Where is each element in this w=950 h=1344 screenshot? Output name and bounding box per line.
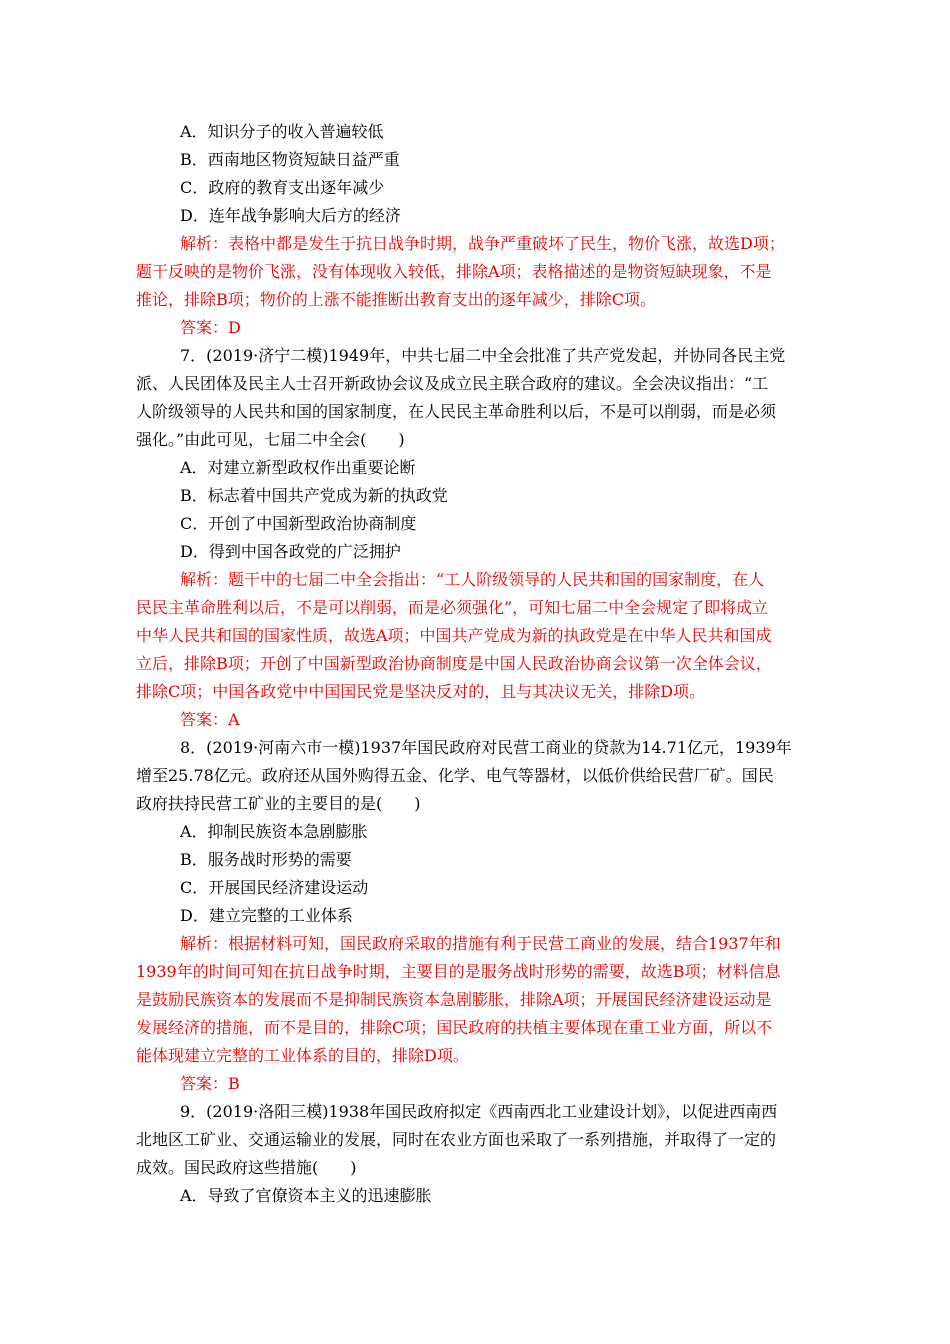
q7-analysis-line: 民民主革命胜利以后，不是可以削弱，而是必须强化”，可知七届二中全会规定了即将成立 [136, 598, 769, 617]
q6-option-b: B．西南地区物资短缺日益严重 [180, 150, 400, 169]
q7-stem-line: 人阶级领导的人民共和国的国家制度，在人民民主革命胜利以后，不是可以削弱，而是必须 [136, 402, 777, 421]
q8-option-c: C．开展国民经济建设运动 [180, 878, 369, 897]
q6-analysis-line: 推论，排除B项；物价的上涨不能推断出教育支出的逐年减少，排除C项。 [136, 290, 657, 309]
q6-analysis-line: 解析：表格中都是发生于抗日战争时期，战争严重破坏了民生，物价飞涨，故选D项； [180, 234, 785, 253]
q9-stem-line: 成效。国民政府这些措施( ) [136, 1158, 357, 1177]
q8-analysis-line: 是鼓励民族资本的发展而不是抑制民族资本急剧膨胀，排除A项；开展国民经济建设运动是 [136, 990, 772, 1009]
q7-option-d: D．得到中国各政党的广泛拥护 [180, 542, 401, 561]
q7-stem-line: 派、人民团体及民主人士召开新政协会议及成立民主联合政府的建议。全会决议指出：“工 [136, 374, 769, 393]
q8-option-a: A．抑制民族资本急剧膨胀 [180, 822, 368, 841]
q8-stem-line: 政府扶持民营工矿业的主要目的是( ) [136, 794, 421, 813]
q7-analysis-line: 立后，排除B项；开创了中国新型政治协商制度是中国人民政治协商会议第一次全体会议， [136, 654, 772, 673]
q8-answer: 答案：B [180, 1074, 240, 1093]
q7-stem-line: 7．(2019·济宁二模)1949年，中共七届二中全会批准了共产党发起，并协同各民主党 [180, 346, 786, 365]
q7-stem-line: 强化。”由此可见，七届二中全会( ) [136, 430, 405, 449]
q8-analysis-line: 解析：根据材料可知，国民政府采取的措施有利于民营工商业的发展，结合1937年和 [180, 934, 781, 953]
q7-analysis-line: 中华人民共和国的国家性质，故选A项；中国共产党成为新的执政党是在中华人民共和国成 [136, 626, 772, 645]
q7-option-c: C．开创了中国新型政治协商制度 [180, 514, 417, 533]
q6-answer: 答案：D [180, 318, 241, 337]
q8-analysis-line: 能体现建立完整的工业体系的目的，排除D项。 [136, 1046, 469, 1065]
q7-option-b: B．标志着中国共产党成为新的执政党 [180, 486, 448, 505]
q8-option-d: D．建立完整的工业体系 [180, 906, 353, 925]
q7-answer: 答案：A [180, 710, 240, 729]
q7-analysis-line: 解析：题干中的七届二中全会指出：“工人阶级领导的人民共和国的国家制度，在人 [180, 570, 765, 589]
q7-analysis-line: 排除C项；中国各政党中中国国民党是坚决反对的，且与其决议无关，排除D项。 [136, 682, 706, 701]
q9-stem-line: 北地区工矿业、交通运输业的发展，同时在农业方面也采取了一系列措施，并取得了一定的 [136, 1130, 777, 1149]
q8-option-b: B．服务战时形势的需要 [180, 850, 352, 869]
q9-option-a: A．导致了官僚资本主义的迅速膨胀 [180, 1186, 432, 1205]
q8-stem-line: 增至25.78亿元。政府还从国外购得五金、化学、电气等器材，以低价供给民营厂矿。国民 [136, 766, 774, 785]
q8-stem-line: 8．(2019·河南六市一模)1937年国民政府对民营工商业的贷款为14.71亿元，1939年 [180, 738, 792, 757]
q6-analysis-line: 题干反映的是物价飞涨，没有体现收入较低，排除A项；表格描述的是物资短缺现象，不是 [136, 262, 772, 281]
q8-analysis-line: 1939年的时间可知在抗日战争时期，主要目的是服务战时形势的需要，故选B项；材料信息 [136, 962, 781, 981]
q6-option-d: D．连年战争影响大后方的经济 [180, 206, 401, 225]
q6-option-a: A．知识分子的收入普遍较低 [180, 122, 384, 141]
q6-option-c: C．政府的教育支出逐年减少 [180, 178, 385, 197]
q9-stem-line: 9．(2019·洛阳三模)1938年国民政府拟定《西南西北工业建设计划》，以促进西南西 [180, 1102, 778, 1121]
q8-analysis-line: 发展经济的措施，而不是目的，排除C项；国民政府的扶植主要体现在重工业方面，所以不 [136, 1018, 773, 1037]
q7-option-a: A．对建立新型政权作出重要论断 [180, 458, 416, 477]
